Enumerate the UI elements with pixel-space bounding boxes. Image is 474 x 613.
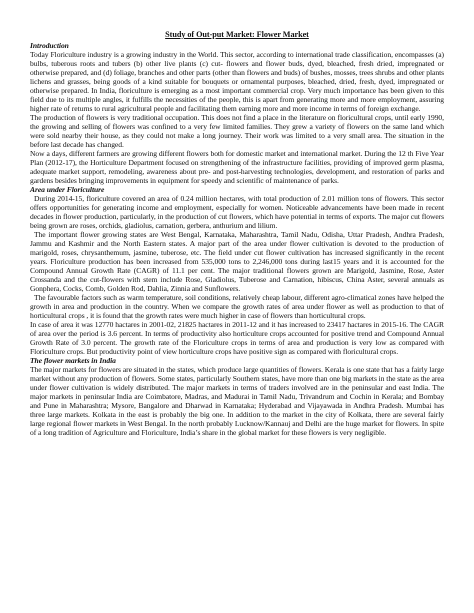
paragraph: The important flower growing states are West Bengal, Karnataka, Maharashtra, Tamil Nadu, Odisha, Uttar Pradesh, Andhra Pradesh, Jammu and Kashmir and the North Eastern states. A major part of the area under flower cultivation is devoted to the production of marigold, roses, chrysanthemum, jasmine, tuberose, etc. The field under cut flower cultivation has increased significantly in the recent years. Floriculture production has been increased from 535,000 tons to 2,246,000 tons during last15 years and it is accounted for the Compound Annual Growth Rate (CAGR) of 11.1 per cent. The major traditional flowers grown are Marigold, Jasmine, Rose, Aster Crossanda and the cut-flowers with stem include Rose, Gladiolus, Tuberose and Carnation, hibiscus, China Aster, several annuals as Gonphera, Cocks, Comb, Golden Rod, Dahlia, Zinnia and Sunflowers. [30, 230, 444, 293]
section-heading-flower-markets: The flower markets in India [30, 356, 116, 365]
paragraph: In case of area it was 12770 hactares in 2001-02, 21825 hactares in 2011-12 and it has increased to 23417 hactares in 2015-16. The CAGR of area over the period is 3.6 percent. In terms of productivity also horticulture crops accounted for positive trend and Compound Annual Growth Rate of 3.0 percent. The growth rate of the Floriculture crops in terms of area and production is very low as compared with Floriculture crops. But productivity point of view horticulture crops have positive sign as compared with floricultural crops. [30, 320, 444, 356]
paragraph: During 2014-15, floriculture covered an area of 0.24 million hectares, with total production of 2.01 million tons of flowers. This sector offers opportunities for generating income and employment, especially for women. Noticeable advancements have been made in recent decades in flower production, particularly, in the production of cut flowers, which have potential in terms of exports. The major cut flowers being grown are roses, orchids, gladiolus, carnation, gerbera, anthurium and lilium. [30, 194, 444, 230]
paragraph: Now a days, different farmers are growing different flowers both for domestic market and international market. During the 12 th Five Year Plan (2012-17), the Horticulture Department focused on strengthening of the infrastructure facilities, providing of improved germ plasma, adequate market support, remodeling, awareness about pre- and post-harvesting technologies, development, and restoration of parks and gardens besides bringing improvements in equipment for speedy and scientific of maintenance of parks. [30, 149, 444, 185]
paragraph: The production of flowers is very traditional occupation. This does not find a place in the literature on floricultural crops, until early 1990, the growing and selling of flowers was confined to a very few limited families. They grew a variety of flowers on the same land which were sold nearby their house, as they could not make a long journey. Their work was limited to a very small area. The situation in the before last decade has changed. [30, 113, 444, 149]
section-heading-area-under-floriculture: Area under Floriculture [30, 185, 105, 194]
paragraph: The major markets for flowers are situated in the states, which produce large quantities of flowers. Kerala is one state that has a fairly large market without any production of flowers. Some states, particularly Southern states, have more than one big markets in the state as the area under flower cultivation is widely distributed. The major markets in terms of traders involved are in the peninsular and east India. The major markets in peninsular India are Coimbatore, Madras, and Madurai in Tamil Nadu, Trivandrum and Cochin in Kerala; and Bombay and Pune in Maharashtra; Mysore, Bangalore and Dharwad in Karnataka; Hyderabad and Vijayawada in Andhra Pradesh. Mumbai has three large markets. Kolkata in the east is probably the big one. In addition to the market in the city of Kolkata, there are several fairly large regional flower markets in West Bengal. In the north probably Lucknow/Kannauj and Delhi are the huge market for flowers. In spite of a long tradition of Agriculture and Floriculture, India’s share in the global market for these flowers is very negligible. [30, 365, 444, 437]
paragraph: The favourable factors such as warm temperature, soil conditions, relatively cheap labour, different agro-climatical zones have helped the growth in area and production in the country. When we compare the growth rates of area under flower as well as production to that of horticultural crops , it is found that the growth rates were much higher in case of flowers than horticultural crops. [30, 293, 444, 320]
section-heading-introduction: Introduction [30, 41, 69, 50]
paragraph: Today Floriculture industry is a growing industry in the World. This sector, according to international trade classification, encompasses (a) bulbs, tuberous roots and tubers (b) other live plants (c) cut- flowers and flower buds, dyed, bleached, fresh dried, impregnated or otherwise prepared, and (d) foliage, branches and other parts (other than flowers and buds) of bushes, mosses, trees shrubs and other plants lichens and grasses, being goods of a kind suitable for bouquets or ornamental purposes, bleached, dried, fresh, dyed, impregnated or otherwise prepared. In India, floriculture is emerging as a most important commercial crop. Very much importance has been given to this field due to its multiple angles, it fulfills the necessities of the people, this is apart from generating more and more employment, assuring higher rate of returns to rural agricultural people and facilitating them earning more and more income in terms of foreign exchange. [30, 50, 444, 113]
document-title: Study of Out-put Market: Flower Market [165, 30, 309, 39]
